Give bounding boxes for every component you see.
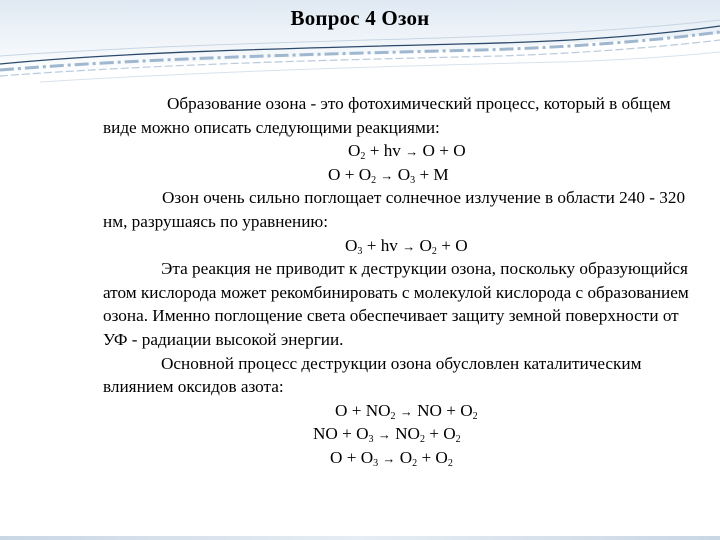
- paragraph-destruction: Основной процесс деструкции озона обусловлен каталитическим влиянием оксидов азота:: [103, 353, 642, 397]
- subscript: 3: [357, 245, 363, 257]
- equation-term: + O: [424, 424, 456, 444]
- subscript: 3: [410, 174, 416, 186]
- arrow-symbol: →: [399, 403, 413, 419]
- subscript: 3: [373, 457, 379, 469]
- arrow-symbol: →: [382, 450, 396, 466]
- subscript: 2: [472, 410, 478, 422]
- equation-term: O: [345, 235, 358, 255]
- equation-term: O + NO: [335, 400, 391, 420]
- equation-text: [335, 399, 478, 424]
- equation-text: [348, 139, 466, 164]
- equation-term: NO + O: [412, 400, 473, 420]
- equation-term: O: [393, 164, 411, 184]
- equation-term: + hv: [362, 235, 403, 255]
- equation-term: O + O: [418, 141, 466, 161]
- subscript: 3: [368, 434, 374, 446]
- paragraph-ozone-absorption: Озон очень сильно поглощает солнечное излучение в области 240 - 320 нм, разрушаясь по уравнению:: [103, 188, 686, 231]
- slide-title: Вопрос 4 Озон: [290, 6, 430, 30]
- subscript: 2: [447, 457, 453, 469]
- arrow-symbol: →: [405, 144, 419, 160]
- subscript: 2: [360, 151, 366, 163]
- arrow-symbol: →: [380, 167, 394, 183]
- arrow-symbol: →: [402, 238, 416, 254]
- equation-6: [103, 446, 703, 470]
- equation-text: [330, 446, 453, 471]
- equation-3: [103, 234, 703, 258]
- equation-term: + hv: [365, 141, 406, 161]
- subscript: 2: [371, 174, 377, 186]
- subscript: 2: [419, 434, 425, 446]
- paragraph-ozone-formation: Образование озона - это фотохимический процесс, который в общем виде можно описать следующими реакциями:: [103, 94, 671, 137]
- equation-text: [328, 163, 449, 188]
- equation-term: O: [415, 235, 432, 255]
- arrow-symbol: →: [377, 427, 391, 443]
- subscript: 2: [412, 457, 418, 469]
- equation-2: [103, 163, 703, 187]
- slide-body: [103, 92, 703, 470]
- equation-term: + M: [415, 164, 449, 184]
- equation-term: + O: [417, 447, 448, 467]
- bottom-border: [0, 536, 720, 540]
- equation-term: + O: [436, 235, 468, 255]
- subscript: 2: [455, 434, 461, 446]
- equation-text: [345, 234, 468, 259]
- equation-term: O: [348, 141, 361, 161]
- equation-text: [313, 422, 461, 447]
- equation-5: [103, 422, 703, 446]
- equation-1: [103, 139, 703, 163]
- equation-term: NO + O: [313, 424, 369, 444]
- equation-term: O + O: [328, 164, 372, 184]
- paragraph-recombination: Эта реакция не приводит к деструкции озона, поскольку образующийся атом кислорода может рекомбинировать с молекулой кислорода с образованием озона. Именно поглощение света обеспечивает защиту земной поверхности от УФ - радиации высокой энергии.: [103, 259, 689, 349]
- subscript: 2: [390, 410, 396, 422]
- equation-term: O: [395, 447, 413, 467]
- equation-term: O + O: [330, 447, 374, 467]
- equation-4: [103, 399, 703, 423]
- equation-term: NO: [390, 424, 420, 444]
- subscript: 2: [431, 245, 437, 257]
